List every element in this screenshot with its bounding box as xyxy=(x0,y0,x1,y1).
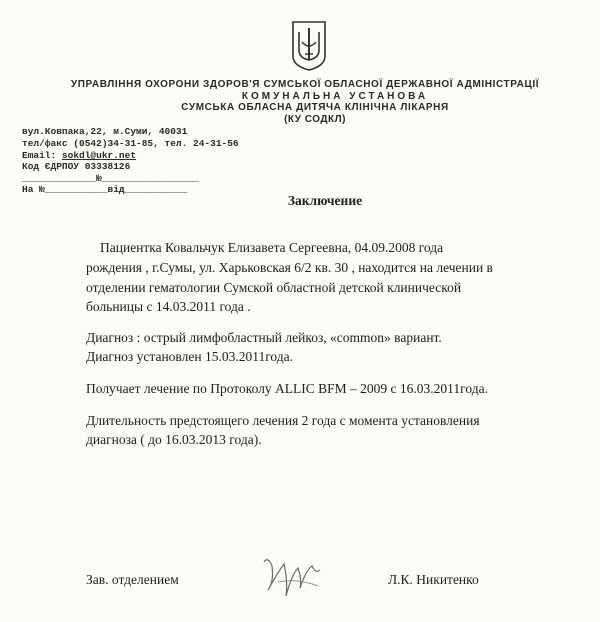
reference-line-1: _____________№_________________ xyxy=(22,173,199,184)
edrpou-code: Код ЄДРПОУ 03338126 xyxy=(22,161,131,172)
duration-line: Длительность предстоящего лечения 2 года с момента установления xyxy=(86,413,480,428)
signatory-position: Зав. отделением xyxy=(86,572,179,587)
org-type: КОМУНАЛЬНА УСТАНОВА xyxy=(241,91,429,102)
body-line: больницы с 14.03.2011 года . xyxy=(86,299,251,314)
document-title: Заключение xyxy=(287,193,363,208)
signatory-name: Л.К. Никитенко xyxy=(388,572,479,587)
treatment-line: Получает лечение по Протоколу ALLIC BFM – 2009 с 16.03.2011года. xyxy=(86,381,488,396)
reference-line-2: На №___________від___________ xyxy=(22,184,188,195)
email-link[interactable]: sokdl@ukr.net xyxy=(61,150,137,161)
email-label: Email: xyxy=(22,150,62,161)
duration-line: диагноза ( до 16.03.2013 года). xyxy=(86,432,262,447)
org-abbrev: (КУ СОДКЛ) xyxy=(284,114,346,125)
address: вул.Ковпака,22, м.Суми, 40031 xyxy=(22,126,188,137)
diagnosis-date-line: Диагноз установлен 15.03.2011года. xyxy=(86,349,293,364)
diagnosis-line: Диагноз : острый лимфобластный лейкоз, «common» вариант. xyxy=(86,330,442,345)
org-hospital: СУМСЬКА ОБЛАСНА ДИТЯЧА КЛІНІЧНА ЛІКАРНЯ xyxy=(181,102,449,113)
body-line: отделении гематологии Сумской областной детской клинической xyxy=(86,280,462,295)
trident-emblem-icon xyxy=(290,20,328,72)
email-line xyxy=(22,150,136,161)
phone: тел/факс (0542)34-31-85, тел. 24-31-56 xyxy=(22,138,239,149)
org-ministry: УПРАВЛІННЯ ОХОРОНИ ЗДОРОВ'Я СУМСЬКОЇ ОБЛАСНОЇ ДЕРЖАВНОЇ АДМІНІСТРАЦІЇ xyxy=(70,79,540,90)
handwritten-signature-icon xyxy=(258,552,328,602)
body-line: рождения , г.Сумы, ул. Харьковская 6/2 кв. 30 , находится на лечении в xyxy=(86,260,493,275)
body-line: Пациентка Ковальчук Елизавета Сергеевна, 04.09.2008 года xyxy=(100,240,444,255)
